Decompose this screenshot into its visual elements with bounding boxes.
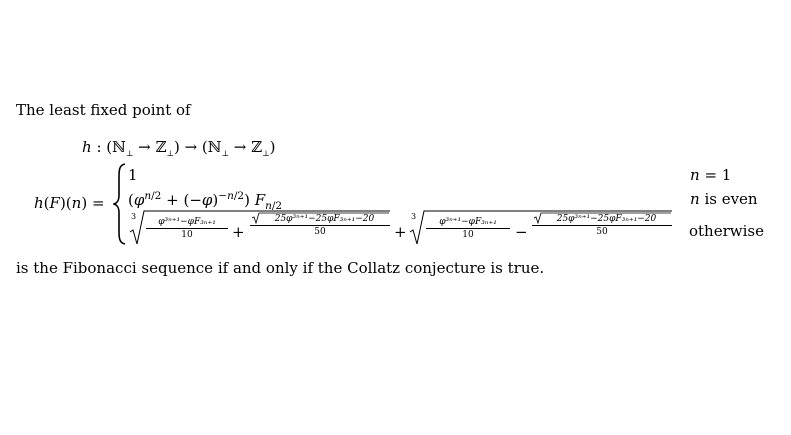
intro-text: The least fixed point of (16, 101, 191, 119)
cube-root-index-1: 3 (131, 212, 137, 221)
sqrt-radicand-1: 25φ³ⁿ⁺¹−25φF₃ₙ₊₁−20 (274, 214, 375, 224)
fraction-4-denominator: 50 (596, 227, 608, 237)
cube-root-index-2: 3 (411, 212, 417, 221)
fraction-2-denominator: 50 (314, 227, 326, 237)
fraction-2 (250, 215, 390, 237)
sqrt-radicand-2: 25φ³ⁿ⁺¹−25φF₃ₙ₊₁−20 (556, 214, 657, 224)
plus-sign-2: + (394, 223, 407, 241)
fraction-1 (146, 218, 228, 240)
fraction-3-denominator: 10 (462, 230, 474, 240)
type-signature: h : (ℕ$_\perp$ → ℤ$_\perp$) → (ℕ$_\perp$ → ℤ$_\perp$) (82, 138, 276, 158)
minus-sign: − (515, 223, 528, 241)
case-2-value: $(\varphi^{n/2} + (-\varphi)^{-n/2})$ $F_{n/2}$ (128, 190, 283, 212)
case-1-condition: n = 1 (690, 166, 732, 184)
fraction-1-denominator: 10 (181, 230, 193, 240)
outro-text: is the Fibonacci sequence if and only if the Collatz conjecture is true. (16, 259, 545, 277)
equation-lhs: h(F)(n) = (34, 194, 105, 212)
fraction-1-numerator: φ³ⁿ⁺¹−φF₃ₙ₊₁ (158, 217, 216, 227)
plus-sign-1: + (232, 223, 245, 241)
fraction-4 (532, 215, 672, 237)
left-brace (113, 163, 127, 245)
fraction-3 (426, 218, 510, 240)
fraction-3-numerator: φ³ⁿ⁺¹−φF₃ₙ₊₁ (439, 217, 497, 227)
case-1-value: 1 (128, 166, 138, 184)
case-3-condition: otherwise (689, 222, 764, 240)
case-3-value (128, 210, 684, 246)
case-2-condition: n is even (690, 190, 758, 208)
